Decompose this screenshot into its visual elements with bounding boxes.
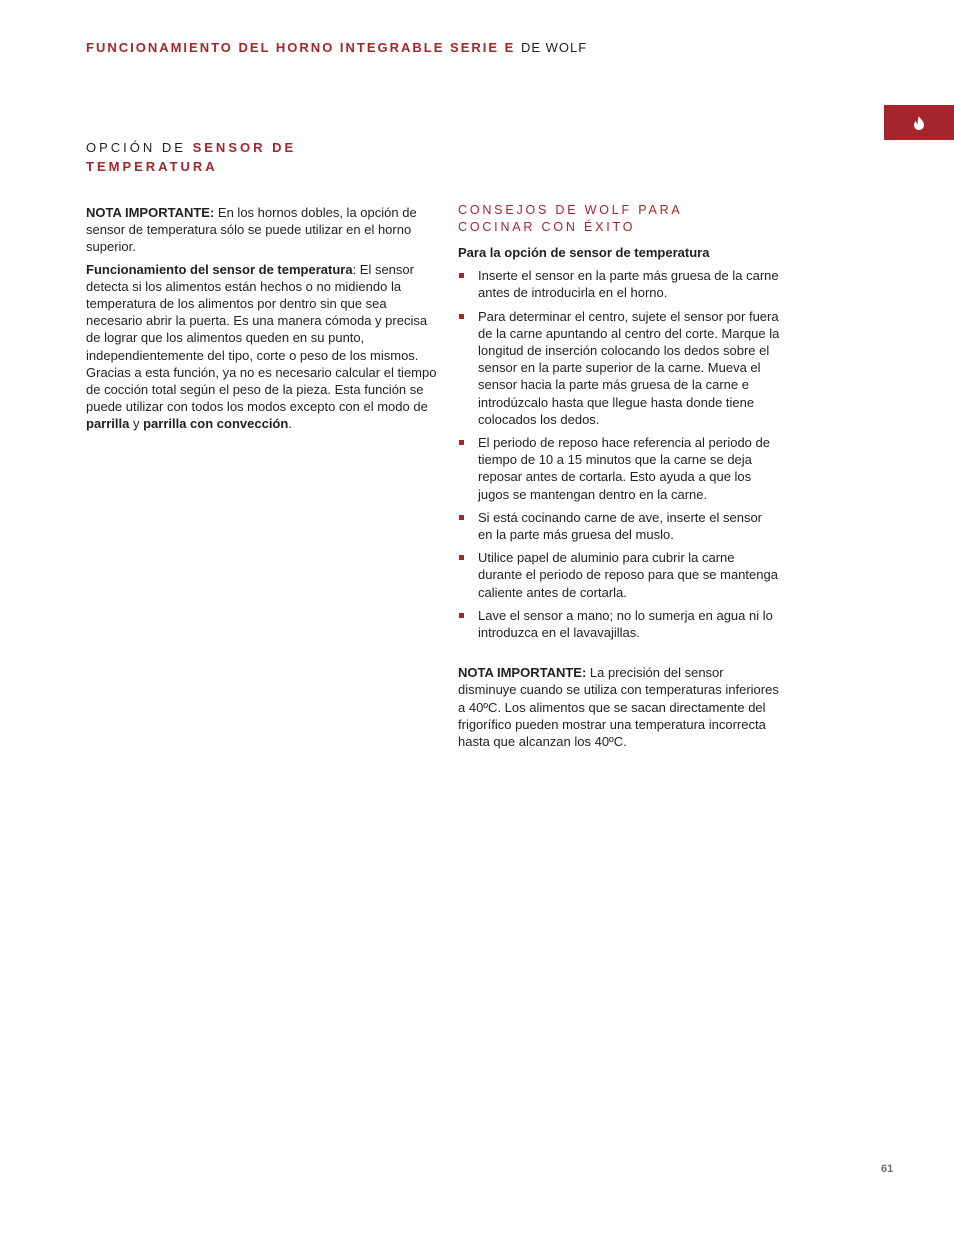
section-heading-prefix: OPCIÓN DE	[86, 140, 186, 155]
tip-text: Si está cocinando carne de ave, inserte el sensor en la parte más gruesa del muslo.	[478, 509, 763, 543]
precision-note	[458, 664, 780, 750]
page-number: 61	[881, 1163, 894, 1175]
mode-connector: y	[129, 416, 144, 432]
section-tab	[884, 105, 954, 140]
tip-text: Inserte el sensor en la parte más gruesa de la carne antes de introducirla en el horno.	[478, 268, 779, 301]
bullet-icon	[459, 515, 464, 520]
list-item	[458, 549, 780, 601]
important-note	[86, 204, 438, 256]
tips-heading-line1: CONSEJOS DE WOLF PARA	[458, 203, 683, 217]
tips-heading	[458, 202, 780, 236]
header-title: FUNCIONAMIENTO DEL HORNO INTEGRABLE SERIE E	[86, 40, 516, 55]
mode-convection-broil: parrilla con convección	[143, 416, 289, 432]
bullet-icon	[459, 273, 464, 278]
mode-broil: parrilla	[86, 416, 130, 432]
section-heading-line2: TEMPERATURA	[86, 159, 218, 174]
note-text: En los hornos dobles, la opción de sensor de temperatura sólo se puede utilizar en el horno superior.	[86, 205, 417, 255]
list-item	[458, 267, 780, 301]
function-description	[86, 261, 438, 433]
bullet-icon	[459, 613, 464, 618]
bullet-icon	[459, 440, 464, 445]
list-item	[458, 308, 780, 428]
tip-text: Utilice papel de aluminio para cubrir la carne durante el periodo de reposo para que se mantenga caliente antes de cortarla.	[478, 550, 778, 600]
tip-text: Para determinar el centro, sujete el sensor por fuera de la carne apuntando al centro del corte. Marque la longitud de inserción colocando los dedos sobre el sensor en la parte superior de la carne. Mueva el sensor hacia la parte más gruesa de la carne e introdúzcalo hasta que llegue hasta donde tiene colocados los dedos.	[478, 308, 780, 427]
list-item	[458, 607, 780, 641]
note-label: NOTA IMPORTANTE:	[458, 665, 587, 681]
header-brand: DE WOLF	[520, 40, 588, 55]
function-text: : El sensor detecta si los alimentos están hechos o no midiendo la temperatura de los alimentos por dentro sin que sea necesario abrir la puerta. Es una manera cómoda y precisa de lograr que los alimentos queden en su punto, independientemente del tipo, corte o peso de los mismos. Gracias a esta función, ya no es necesario calcular el tiempo de cocción total según el peso de la pieza. Esta función se puede utilizar con todos los modos excepto con el modo de	[86, 261, 437, 415]
function-label: Funcionamiento del sensor de temperatura	[86, 261, 353, 277]
tips-heading-line2: COCINAR CON ÉXITO	[458, 220, 636, 234]
section-heading	[86, 138, 296, 176]
bullet-icon	[459, 555, 464, 560]
list-item	[458, 509, 780, 543]
left-column	[86, 204, 438, 438]
right-column	[458, 202, 780, 763]
section-heading-line1: SENSOR DE	[192, 140, 297, 155]
note-text: La precisión del sensor disminuye cuando se utiliza con temperaturas inferiores a 40ºC. Los alimentos que se sacan directamente del frigorífico pueden mostrar una temperatura incorrecta hasta que alcanzan los 40ºC.	[458, 665, 779, 750]
tip-text: Lave el sensor a mano; no lo sumerja en agua ni lo introduzca en el lavavajillas.	[478, 607, 773, 641]
bullet-icon	[459, 314, 464, 319]
running-header	[86, 40, 587, 55]
function-period: .	[288, 416, 292, 432]
tips-list	[458, 267, 780, 641]
tips-subheading: Para la opción de sensor de temperatura	[458, 245, 710, 260]
list-item	[458, 434, 780, 503]
tip-text: El periodo de reposo hace referencia al periodo de tiempo de 10 a 15 minutos que la carne se deja reposar antes de cortarla. Esto ayuda a que los jugos se mantengan dentro en la carne.	[478, 435, 770, 502]
note-label: NOTA IMPORTANTE:	[86, 205, 215, 220]
flame-icon	[913, 116, 925, 130]
